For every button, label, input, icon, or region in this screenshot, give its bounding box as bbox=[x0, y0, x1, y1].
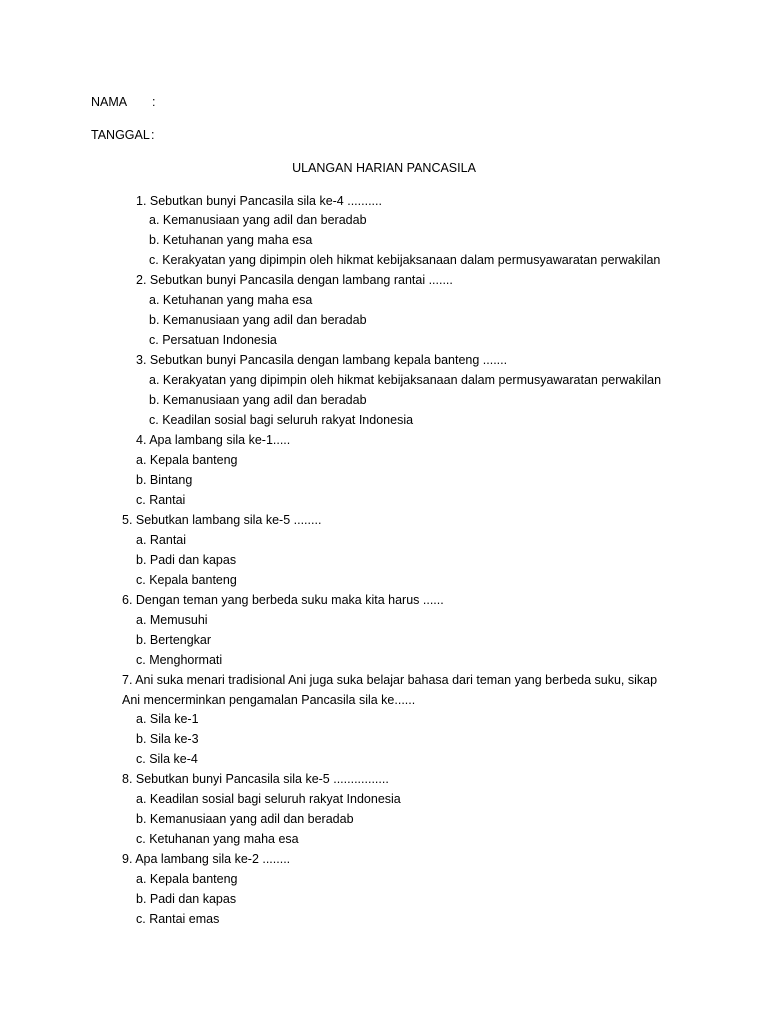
question-9: 9. Apa lambang sila ke-2 ........ bbox=[122, 852, 291, 866]
question-8-option-c: c. Ketuhanan yang maha esa bbox=[136, 832, 299, 846]
question-5-option-c: c. Kepala banteng bbox=[136, 573, 237, 587]
question-3-option-b: b. Kemanusiaan yang adil dan beradab bbox=[149, 393, 367, 407]
question-1-option-c: c. Kerakyatan yang dipimpin oleh hikmat kebijaksanaan dalam permusyawaratan perwakilan bbox=[149, 253, 661, 267]
question-7-line-2: Ani mencerminkan pengamalan Pancasila sila ke...... bbox=[122, 693, 416, 707]
question-2-option-b: b. Kemanusiaan yang adil dan beradab bbox=[149, 313, 367, 327]
question-9-option-a: a. Kepala banteng bbox=[136, 872, 238, 886]
question-7-option-a: a. Sila ke-1 bbox=[136, 712, 199, 726]
question-6-option-a: a. Memusuhi bbox=[136, 613, 208, 627]
page-title: ULANGAN HARIAN PANCASILA bbox=[292, 161, 476, 175]
question-7-line-1: 7. Ani suka menari tradisional Ani juga suka belajar bahasa dari teman yang berbeda suku, sikap bbox=[122, 673, 658, 687]
question-8: 8. Sebutkan bunyi Pancasila sila ke-5 ................ bbox=[122, 772, 389, 786]
question-4-option-c: c. Rantai bbox=[136, 493, 186, 507]
question-8-option-a: a. Keadilan sosial bagi seluruh rakyat Indonesia bbox=[136, 792, 401, 806]
tanggal-label: TANGGAL bbox=[91, 128, 150, 142]
question-1-option-a: a. Kemanusiaan yang adil dan beradab bbox=[149, 213, 367, 227]
question-9-option-c: c. Rantai emas bbox=[136, 912, 220, 926]
question-3-option-a: a. Kerakyatan yang dipimpin oleh hikmat kebijaksanaan dalam permusyawaratan perwakilan bbox=[149, 373, 662, 387]
question-2-option-c: c. Persatuan Indonesia bbox=[149, 333, 277, 347]
tanggal-colon: : bbox=[151, 128, 155, 142]
question-6-option-b: b. Bertengkar bbox=[136, 633, 212, 647]
question-2: 2. Sebutkan bunyi Pancasila dengan lambang rantai ....... bbox=[136, 273, 453, 287]
question-2-option-a: a. Ketuhanan yang maha esa bbox=[149, 293, 313, 307]
question-4: 4. Apa lambang sila ke-1..... bbox=[136, 433, 291, 447]
question-1: 1. Sebutkan bunyi Pancasila sila ke-4 .......... bbox=[136, 194, 382, 208]
question-7-option-b: b. Sila ke-3 bbox=[136, 732, 199, 746]
question-6-option-c: c. Menghormati bbox=[136, 653, 223, 667]
question-5-option-b: b. Padi dan kapas bbox=[136, 553, 237, 567]
question-6: 6. Dengan teman yang berbeda suku maka kita harus ...... bbox=[122, 593, 444, 607]
question-4-option-a: a. Kepala banteng bbox=[136, 453, 238, 467]
question-3-option-c: c. Keadilan sosial bagi seluruh rakyat Indonesia bbox=[149, 413, 414, 427]
question-5-option-a: a. Rantai bbox=[136, 533, 187, 547]
nama-colon: : bbox=[152, 95, 156, 109]
question-3: 3. Sebutkan bunyi Pancasila dengan lambang kepala banteng ....... bbox=[136, 353, 508, 367]
nama-label: NAMA bbox=[91, 95, 128, 109]
question-7-option-c: c. Sila ke-4 bbox=[136, 752, 198, 766]
question-5: 5. Sebutkan lambang sila ke-5 ........ bbox=[122, 513, 322, 527]
question-1-option-b: b. Ketuhanan yang maha esa bbox=[149, 233, 313, 247]
question-4-option-b: b. Bintang bbox=[136, 473, 193, 487]
question-9-option-b: b. Padi dan kapas bbox=[136, 892, 237, 906]
question-8-option-b: b. Kemanusiaan yang adil dan beradab bbox=[136, 812, 354, 826]
